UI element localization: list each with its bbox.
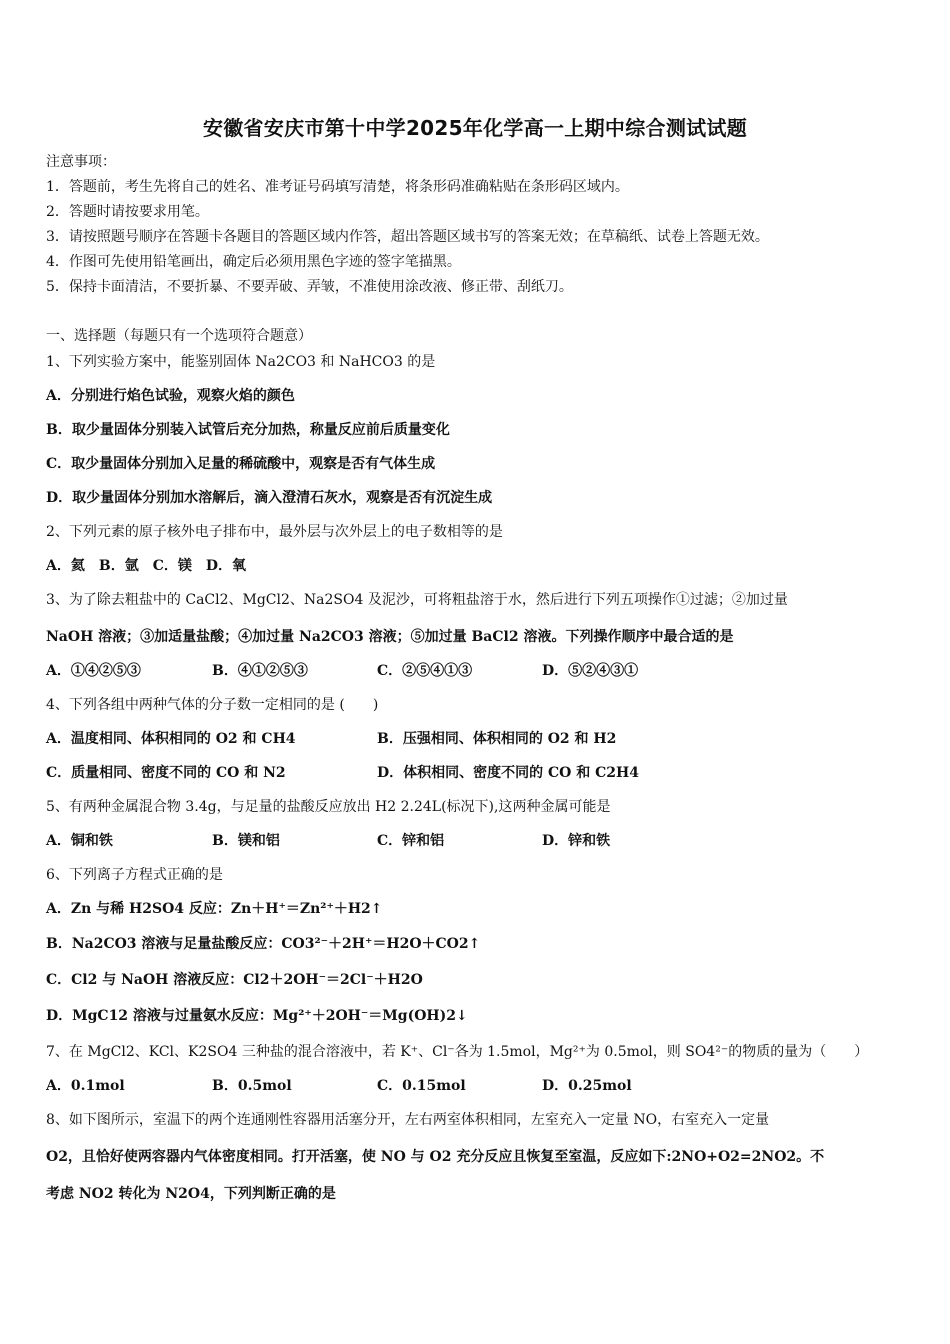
q1-option-c: C．取少量固体分别加入足量的稀硫酸中，观察是否有气体生成 <box>46 456 436 472</box>
note-item-2: 2．答题时请按要求用笔。 <box>46 204 209 220</box>
q6-option-a: A．Zn 与稀 H2SO4 反应：Zn＋H⁺＝Zn²⁺＋H2↑ <box>46 901 383 917</box>
q1-option-a: A．分别进行焰色试验，观察火焰的颜色 <box>46 388 295 404</box>
section-heading: 一、选择题（每题只有一个选项符合题意） <box>46 328 312 344</box>
q3-stem-line2: NaOH 溶液；③加适量盐酸；④加过量 Na2CO3 溶液；⑤加过量 BaCl2 溶液。下列操作顺序中最合适的是 <box>46 629 734 645</box>
q5-option-b: B．镁和铝 <box>212 833 280 849</box>
q3-option-b: B．④①②⑤③ <box>212 663 308 679</box>
q7-stem: 7、在 MgCl2、KCl、K2SO4 三种盐的混合溶液中，若 K⁺、Cl⁻各为 1.5mol，Mg²⁺为 0.5mol，则 SO4²⁻的物质的量为（ ） <box>46 1044 869 1060</box>
q7-option-c: C．0.15mol <box>377 1078 466 1094</box>
q2-stem: 2、下列元素的原子核外电子排布中，最外层与次外层上的电子数相等的是 <box>46 524 503 540</box>
q4-option-a: A．温度相同、体积相同的 O2 和 CH4 <box>46 731 296 747</box>
q4-option-c: C．质量相同、密度不同的 CO 和 N2 <box>46 765 286 781</box>
note-item-5: 5．保持卡面清洁，不要折暴、不要弄破、弄皱，不准使用涂改液、修正带、刮纸刀。 <box>46 279 573 295</box>
q5-option-d: D．锌和铁 <box>542 833 611 849</box>
q6-option-c: C．Cl2 与 NaOH 溶液反应：Cl2＋2OH⁻＝2Cl⁻＋H2O <box>46 972 423 988</box>
q8-stem-line1: 8、如下图所示，室温下的两个连通刚性容器用活塞分开，左右两室体积相同，左室充入一定量 NO，右室充入一定量 <box>46 1112 770 1128</box>
q5-stem: 5、有两种金属混合物 3.4g，与足量的盐酸反应放出 H2 2.24L(标况下),这两种金属可能是 <box>46 799 611 815</box>
q6-stem: 6、下列离子方程式正确的是 <box>46 867 223 883</box>
q3-stem-line1: 3、为了除去粗盐中的 CaCl2、MgCl2、Na2SO4 及泥沙，可将粗盐溶于水，然后进行下列五项操作①过滤；②加过量 <box>46 592 788 608</box>
q7-option-b: B．0.5mol <box>212 1078 292 1094</box>
note-item-3: 3．请按照题号顺序在答题卡各题目的答题区域内作答，超出答题区域书写的答案无效；在草稿纸、试卷上答题无效。 <box>46 229 769 245</box>
q1-stem: 1、下列实验方案中，能鉴别固体 Na2CO3 和 NaHCO3 的是 <box>46 354 436 370</box>
q7-option-a: A．0.1mol <box>46 1078 125 1094</box>
q4-option-b: B．压强相同、体积相同的 O2 和 H2 <box>377 731 617 747</box>
q6-option-d: D．MgC12 溶液与过量氨水反应：Mg²⁺＋2OH⁻＝Mg(OH)2↓ <box>46 1008 468 1024</box>
q6-option-b: B．Na2CO3 溶液与足量盐酸反应：CO3²⁻＋2H⁺＝H2O＋CO2↑ <box>46 936 481 952</box>
q7-option-d: D．0.25mol <box>542 1078 632 1094</box>
q3-option-d: D．⑤②④③① <box>542 663 639 679</box>
note-item-4: 4．作图可先使用铅笔画出，确定后必须用黑色字迹的签字笔描黑。 <box>46 254 461 270</box>
q5-option-c: C．锌和铝 <box>377 833 445 849</box>
note-item-1: 1．答题前，考生先将自己的姓名、准考证号码填写清楚，将条形码准确粘贴在条形码区域内。 <box>46 179 629 195</box>
q1-option-b: B．取少量固体分别装入试管后充分加热，称量反应前后质量变化 <box>46 422 450 438</box>
q3-option-c: C．②⑤④①③ <box>377 663 473 679</box>
q8-stem-line2: O2，且恰好使两容器内气体密度相同。打开活塞，使 NO 与 O2 充分反应且恢复至室温，反应如下:2NO+O2=2NO2。不 <box>46 1149 825 1165</box>
q1-option-d: D．取少量固体分别加水溶解后，滴入澄清石灰水，观察是否有沉淀生成 <box>46 490 493 506</box>
q4-option-d: D．体积相同、密度不同的 CO 和 C2H4 <box>377 765 639 781</box>
notes-heading: 注意事项： <box>46 154 116 170</box>
q2-options: A．氦 B．氩 C．镁 D．氧 <box>46 558 246 574</box>
q5-option-a: A．铜和铁 <box>46 833 113 849</box>
page-title: 安徽省安庆市第十中学2025年化学高一上期中综合测试试题 <box>202 116 748 140</box>
q4-stem: 4、下列各组中两种气体的分子数一定相同的是 ( ) <box>46 697 379 713</box>
q3-option-a: A．①④②⑤③ <box>46 663 141 679</box>
q8-stem-line3: 考虑 NO2 转化为 N2O4，下列判断正确的是 <box>46 1186 336 1202</box>
